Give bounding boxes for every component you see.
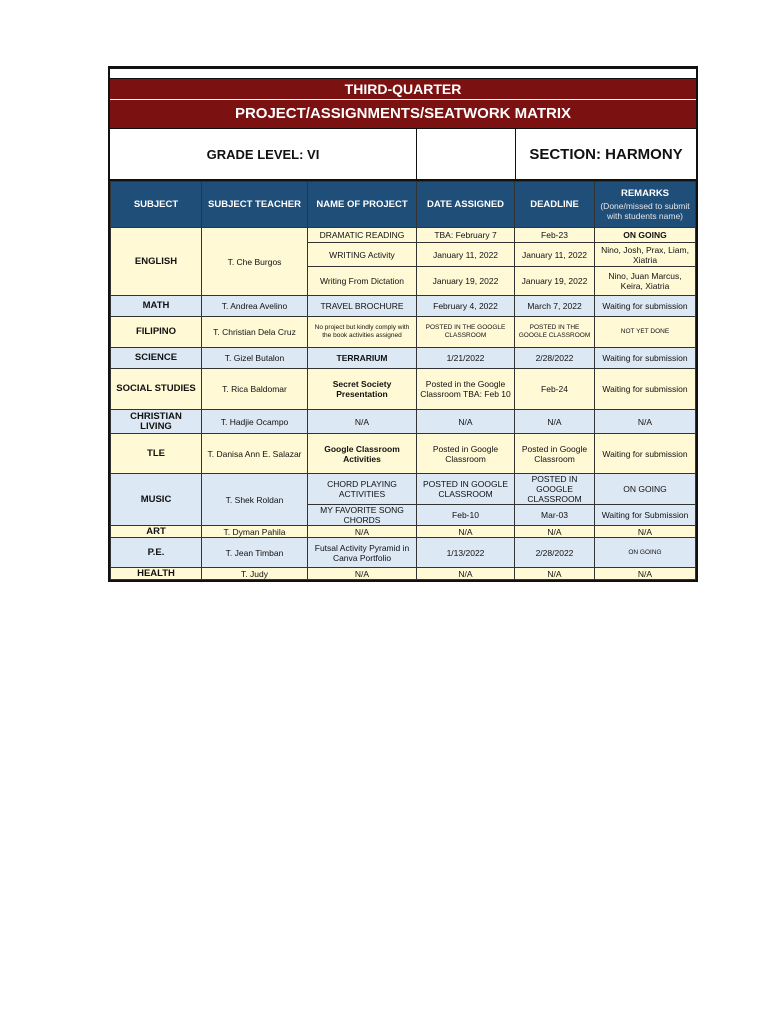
- deadline-cell: Posted in Google Classroom: [515, 434, 595, 474]
- table-row: [111, 526, 696, 538]
- project-cell: TRAVEL BROCHURE: [308, 296, 417, 317]
- project-cell: Google Classroom Activities: [308, 434, 417, 474]
- table-row: [111, 317, 696, 348]
- col-subject: SUBJECT: [111, 182, 202, 228]
- table-row: [111, 296, 696, 317]
- col-deadline: DEADLINE: [515, 182, 595, 228]
- deadline-cell: Feb-23: [515, 228, 595, 243]
- assigned-cell: N/A: [417, 410, 515, 434]
- teacher-cell: T. Shek Roldan: [202, 474, 308, 526]
- assigned-cell: POSTED IN GOOGLE CLASSROOM: [417, 474, 515, 505]
- remarks-cell: N/A: [595, 526, 696, 538]
- assigned-cell: Posted in Google Classroom: [417, 434, 515, 474]
- subject-cell: TLE: [111, 434, 202, 474]
- remarks-label: REMARKS: [620, 187, 670, 199]
- blank-cell: [417, 129, 516, 179]
- project-cell: WRITING Activity: [308, 243, 417, 267]
- project-cell: CHORD PLAYING ACTIVITIES: [308, 474, 417, 505]
- remarks-cell: Waiting for submission: [595, 296, 696, 317]
- subject-cell: SCIENCE: [111, 348, 202, 369]
- grade-section-row: [110, 129, 696, 181]
- assigned-cell: N/A: [417, 568, 515, 580]
- matrix-table: [110, 181, 696, 580]
- quarter-banner: THIRD-QUARTER: [110, 79, 696, 100]
- top-rule: [110, 69, 696, 79]
- table-row: [111, 538, 696, 568]
- remarks-cell: Waiting for Submission: [595, 505, 696, 526]
- remarks-cell: N/A: [595, 410, 696, 434]
- teacher-cell: T. Jean Timban: [202, 538, 308, 568]
- remarks-cell: ON GOING: [595, 228, 696, 243]
- deadline-cell: POSTED IN THE GOOGLE CLASSROOM: [515, 317, 595, 348]
- subject-cell: HEALTH: [111, 568, 202, 580]
- remarks-cell: Waiting for submission: [595, 348, 696, 369]
- project-cell: MY FAVORITE SONG CHORDS: [308, 505, 417, 526]
- project-cell: N/A: [308, 410, 417, 434]
- assigned-cell: February 4, 2022: [417, 296, 515, 317]
- assigned-cell: POSTED IN THE GOOGLE CLASSROOM: [417, 317, 515, 348]
- assigned-cell: 1/21/2022: [417, 348, 515, 369]
- teacher-cell: T. Christian Dela Cruz: [202, 317, 308, 348]
- subject-cell: MUSIC: [111, 474, 202, 526]
- remarks-cell: ON GOING: [595, 474, 696, 505]
- grade-level: GRADE LEVEL: VI: [110, 129, 417, 179]
- project-cell: DRAMATIC READING: [308, 228, 417, 243]
- assigned-cell: N/A: [417, 526, 515, 538]
- teacher-cell: T. Rica Baldomar: [202, 369, 308, 410]
- subject-cell: P.E.: [111, 538, 202, 568]
- table-row: [111, 369, 696, 410]
- deadline-cell: N/A: [515, 568, 595, 580]
- remarks-cell: NOT YET DONE: [595, 317, 696, 348]
- remarks-cell: Nino, Josh, Prax, Liam, Xiatria: [595, 243, 696, 267]
- remarks-cell: Waiting for submission: [595, 369, 696, 410]
- teacher-cell: T. Judy: [202, 568, 308, 580]
- table-row: [111, 474, 696, 505]
- assigned-cell: 1/13/2022: [417, 538, 515, 568]
- col-project: NAME OF PROJECT: [308, 182, 417, 228]
- deadline-cell: N/A: [515, 410, 595, 434]
- project-cell: N/A: [308, 568, 417, 580]
- header-row: [111, 182, 696, 228]
- table-row: [111, 410, 696, 434]
- remarks-cell: Waiting for submission: [595, 434, 696, 474]
- deadline-cell: Feb-24: [515, 369, 595, 410]
- assigned-cell: Feb-10: [417, 505, 515, 526]
- teacher-cell: T. Hadjie Ocampo: [202, 410, 308, 434]
- section-name: SECTION: HARMONY: [529, 145, 683, 163]
- project-cell: N/A: [308, 526, 417, 538]
- deadline-cell: 2/28/2022: [515, 538, 595, 568]
- project-cell: TERRARIUM: [308, 348, 417, 369]
- deadline-cell: Mar-03: [515, 505, 595, 526]
- teacher-cell: T. Che Burgos: [202, 228, 308, 296]
- deadline-cell: January 11, 2022: [515, 243, 595, 267]
- subject-cell: MATH: [111, 296, 202, 317]
- table-row: [111, 434, 696, 474]
- subject-cell: CHRISTIAN LIVING: [111, 410, 202, 434]
- assigned-cell: Posted in the Google Classroom TBA: Feb 10: [417, 369, 515, 410]
- subject-cell: ART: [111, 526, 202, 538]
- col-date-assigned: DATE ASSIGNED: [417, 182, 515, 228]
- project-cell: No project but kindly comply with the book activities assigned: [308, 317, 417, 348]
- remarks-cell: ON GOING: [595, 538, 696, 568]
- assigned-cell: TBA: February 7: [417, 228, 515, 243]
- teacher-cell: T. Danisa Ann E. Salazar: [202, 434, 308, 474]
- assigned-cell: January 19, 2022: [417, 267, 515, 296]
- subject-cell: ENGLISH: [111, 228, 202, 296]
- deadline-cell: March 7, 2022: [515, 296, 595, 317]
- remarks-cell: N/A: [595, 568, 696, 580]
- matrix-sheet: [108, 66, 698, 582]
- project-cell: Secret Society Presentation: [308, 369, 417, 410]
- remarks-note: (Done/missed to submit with students name): [600, 200, 690, 221]
- teacher-cell: T. Andrea Avelino: [202, 296, 308, 317]
- table-row: [111, 568, 696, 580]
- subject-cell: FILIPINO: [111, 317, 202, 348]
- table-row: [111, 228, 696, 243]
- col-teacher: SUBJECT TEACHER: [202, 182, 308, 228]
- assigned-cell: January 11, 2022: [417, 243, 515, 267]
- deadline-cell: POSTED IN GOOGLE CLASSROOM: [515, 474, 595, 505]
- remarks-cell: Nino, Juan Marcus, Keira, Xiatria: [595, 267, 696, 296]
- subject-cell: SOCIAL STUDIES: [111, 369, 202, 410]
- matrix-title: PROJECT/ASSIGNMENTS/SEATWORK MATRIX: [110, 100, 696, 129]
- col-remarks: [595, 182, 696, 228]
- deadline-cell: 2/28/2022: [515, 348, 595, 369]
- deadline-cell: N/A: [515, 526, 595, 538]
- table-row: [111, 348, 696, 369]
- deadline-cell: January 19, 2022: [515, 267, 595, 296]
- project-cell: Futsal Activity Pyramid in Canva Portfolio: [308, 538, 417, 568]
- teacher-cell: T. Dyman Pahila: [202, 526, 308, 538]
- teacher-cell: T. Gizel Butalon: [202, 348, 308, 369]
- project-cell: Writing From Dictation: [308, 267, 417, 296]
